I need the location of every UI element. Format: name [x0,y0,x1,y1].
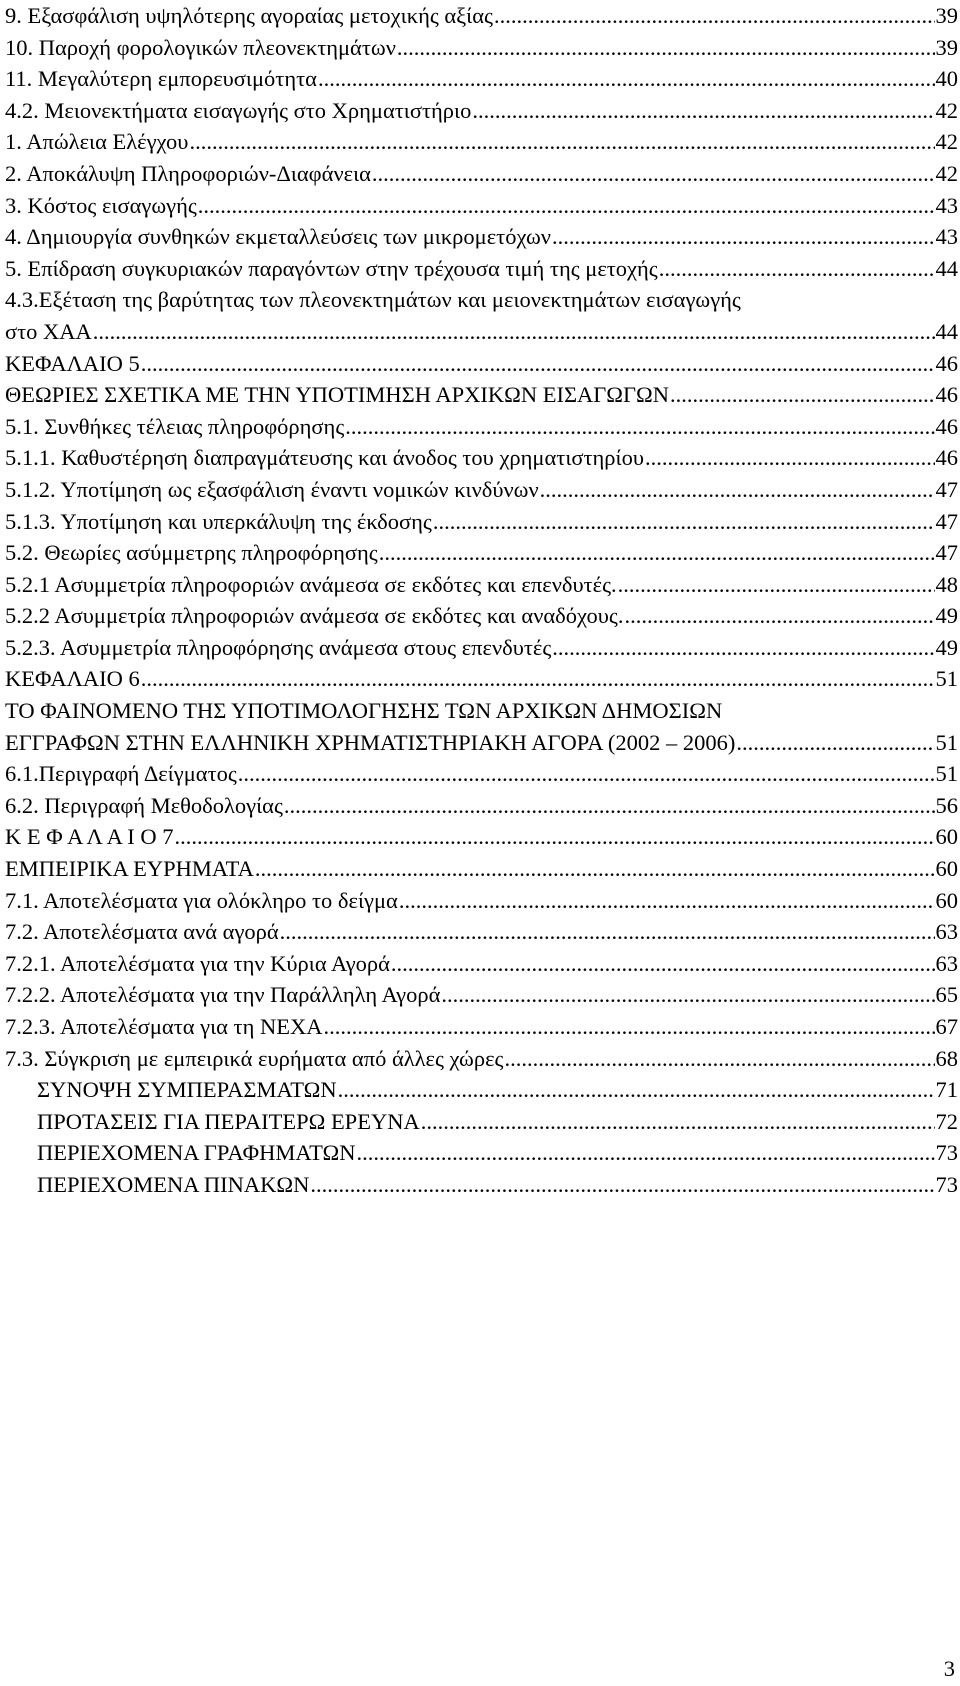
toc-entry[interactable] [5,1011,958,1043]
toc-entry-title: 7.2. Αποτελέσματα ανά αγορά [5,919,279,945]
toc-entry[interactable] [5,95,958,127]
toc-entry-page: 73 [935,1171,958,1197]
toc-entry-page: 46 [935,413,958,439]
toc-entry-title: ΕΓΓΡΑΦΩΝ ΣΤΗΝ ΕΛΛΗΝΙΚΗ ΧΡΗΜΑΤΙΣΤΗΡΙΑΚΗ ΑΓΟΡΑ (2002 – 2006) [5,729,736,755]
dot-leader [624,600,934,632]
toc-entry-page: 68 [935,1045,958,1071]
toc-entry[interactable] [5,474,958,506]
toc-entry-title: 7.2.2. Αποτελέσματα για την Παράλληλη Αγορά [5,982,441,1008]
toc-entry-title: 11. Μεγαλύτερη εμπορευσιμότητα [5,66,317,92]
toc-entry-row [5,1106,958,1138]
toc-entry-row [5,1137,958,1169]
dot-leader [504,1043,934,1075]
toc-entry[interactable] [5,221,958,253]
dot-leader [670,379,935,411]
toc-entry-row [5,253,958,285]
toc-entry-page: 56 [935,792,958,818]
toc-entry-row [5,569,958,601]
toc-entry-row [5,853,958,885]
toc-entry[interactable] [5,695,958,758]
dot-leader [372,158,935,190]
toc-entry[interactable] [5,853,958,885]
toc-entry[interactable] [5,916,958,948]
toc-entry-page: 47 [935,508,958,534]
dot-leader [141,663,935,695]
dot-leader [338,1074,935,1106]
toc-entry-page: 46 [935,445,958,471]
toc-entry-page: 51 [935,761,958,787]
toc-entry-page: 47 [935,476,958,502]
toc-entry-row [5,1043,958,1075]
dot-leader [280,916,935,948]
toc-entry-row [5,442,958,474]
toc-entry-row [5,632,958,664]
toc-entry[interactable] [5,979,958,1011]
toc-entry-page: 39 [935,3,958,28]
dot-leader [255,853,935,885]
toc-entry-row [5,411,958,443]
toc-entry-row [5,32,958,64]
toc-entry-page: 44 [935,255,958,281]
toc-entry-title: 5. Επίδραση συγκυριακών παραγόντων στην τρέχουσα τιμή της μετοχής [5,255,658,281]
toc-entry-title: Κ Ε Φ Α Λ Α Ι Ο 7 [5,824,174,850]
toc-entry-title: ΠΕΡΙΕΧΟΜΕΝΑ ΠΙΝΑΚΩΝ [37,1171,310,1197]
toc-entry-title: 5.1.3. Υποτίμηση και υπερκάλυψη της έκδοσης [5,508,432,534]
toc-entry-title: 10. Παροχή φορολογικών πλεονεκτημάτων [5,34,396,60]
toc-entry-row [5,948,958,980]
dot-leader [356,1137,934,1169]
toc-entry-page: 40 [935,66,958,92]
dot-leader [618,569,935,601]
toc-entry[interactable] [5,569,958,601]
dot-leader [284,790,935,822]
toc-entry[interactable] [5,885,958,917]
dot-leader [645,442,935,474]
toc-entry-title: 5.2.2 Ασυμμετρία πληροφοριών ανάμεσα σε εκδότες και αναδόχους. [5,603,624,629]
toc-entry[interactable] [5,284,958,347]
dot-leader [391,948,935,980]
toc-entry-row [5,474,958,506]
toc-entry-title: 5.1.2. Υποτίμηση ως εξασφάλιση έναντι νομικών κινδύνων [5,476,539,502]
dot-leader [318,63,935,95]
toc-entry-title: ΚΕΦΑΛΑΙΟ 5 [5,350,140,376]
toc-entry-title: 4. Δημιουργία συνθηκών εκμεταλλεύσεις των μικρομετόχων [5,224,551,250]
toc-entry[interactable] [5,1137,958,1169]
toc-entry-title-line: 4.3.Εξέταση της βαρύτητας των πλεονεκτημάτων και μειονεκτημάτων εισαγωγής [5,287,741,313]
toc-entry-row [5,663,958,695]
toc-entry-title: ΠΡΟΤΑΣΕΙΣ ΓΙΑ ΠΕΡΑΙΤΕΡΩ ΕΡΕΥΝΑ [37,1108,420,1134]
toc-entry[interactable] [5,537,958,569]
table-of-contents [5,0,960,1201]
toc-entry[interactable] [5,126,958,158]
toc-entry-row [5,63,958,95]
toc-entry-page: 43 [935,192,958,218]
toc-entry-title: 1. Απώλεια Ελέγχου [5,129,189,155]
toc-entry[interactable] [5,790,958,822]
toc-entry-page: 42 [935,97,958,123]
toc-entry-page: 39 [935,34,958,60]
toc-entry-title: 7.3. Σύγκριση με εμπειρικά ευρήματα από άλλες χώρες [5,1045,504,1071]
dot-leader [399,885,935,917]
toc-entry-page: 60 [935,824,958,850]
toc-entry[interactable] [5,758,958,790]
toc-entry-row [5,0,958,32]
toc-entry-title: 5.2.3. Ασυμμετρία πληροφόρησης ανάμεσα στους επενδυτές [5,634,552,660]
toc-entry[interactable] [5,348,958,380]
toc-entry-row [5,916,958,948]
toc-entry-page: 44 [935,318,958,344]
toc-entry-page: 63 [935,919,958,945]
dot-leader [189,126,934,158]
toc-entry-title: 5.2.1 Ασυμμετρία πληροφοριών ανάμεσα σε εκδότες και επενδυτές. [5,571,617,597]
toc-entry[interactable] [5,1043,958,1075]
toc-entry-row [5,790,958,822]
dot-leader [198,190,935,222]
toc-entry[interactable] [5,1169,958,1201]
toc-entry-row [5,727,958,759]
dot-leader [323,1011,934,1043]
toc-entry-title: 6.1.Περιγραφή Δείγματος [5,761,237,787]
toc-entry-title: 6.2. Περιγραφή Μεθοδολογίας [5,792,283,818]
toc-entry-title: στο ΧΑΑ [5,318,92,344]
toc-entry-title-line: ΤΟ ΦΑΙΝΟΜΕΝΟ ΤΗΣ ΥΠΟΤΙΜΟΛΟΓΗΣΗΣ ΤΩΝ ΑΡΧΙΚΩΝ ΔΗΜΟΣΙΩΝ [5,698,723,724]
toc-entry-page: 63 [935,950,958,976]
toc-entry-page: 71 [935,1077,958,1103]
toc-entry[interactable] [5,663,958,695]
toc-entry[interactable] [5,0,958,32]
toc-entry[interactable] [5,253,958,285]
toc-entry-row [5,885,958,917]
toc-entry-title: 5.1.1. Καθυστέρηση διαπραγμάτευσης και άνοδος του χρηματιστηρίου [5,445,644,471]
dot-leader [174,821,934,853]
toc-entry[interactable] [5,442,958,474]
toc-entry-page: 49 [935,634,958,660]
dot-leader [310,1169,934,1201]
toc-entry-title: ΘΕΩΡΙΕΣ ΣΧΕΤΙΚΑ ΜΕ ΤΗΝ ΥΠΟΤΙΜΗΣΗ ΑΡΧΙΚΩΝ ΕΙΣΑΓΩΓΩΝ [5,382,669,408]
toc-entry-row [5,537,958,569]
dot-leader [472,95,934,127]
toc-entry-title: 7.1. Αποτελέσματα για ολόκληρο το δείγμα [5,887,398,913]
toc-entry-row [5,95,958,127]
toc-entry-row [5,506,958,538]
toc-entry[interactable] [5,190,958,222]
toc-entry-row [5,190,958,222]
toc-entry-page: 47 [935,540,958,566]
dot-leader [736,727,934,759]
toc-entry-row [5,126,958,158]
toc-entry-row [5,1074,958,1106]
dot-leader [397,32,935,64]
toc-entry-page: 65 [935,982,958,1008]
toc-entry-title: 5.1. Συνθήκες τέλειας πληροφόρησης [5,413,345,439]
toc-entry[interactable] [5,1074,958,1106]
toc-entry-title: 7.2.1. Αποτελέσματα για την Κύρια Αγορά [5,950,390,976]
toc-entry-page: 60 [935,887,958,913]
toc-entry[interactable] [5,411,958,443]
toc-entry-row [5,379,958,411]
dot-leader [552,632,934,664]
toc-entry[interactable] [5,32,958,64]
toc-entry-title: ΠΕΡΙΕΧΟΜΕΝΑ ΓΡΑΦΗΜΑΤΩΝ [37,1140,356,1166]
toc-entry[interactable] [5,632,958,664]
toc-entry-row [5,158,958,190]
toc-entry-row [5,1011,958,1043]
dot-leader [421,1106,935,1138]
toc-entry[interactable] [5,63,958,95]
dot-leader [540,474,935,506]
toc-entry-page: 60 [935,856,958,882]
dot-leader [441,979,934,1011]
toc-entry[interactable] [5,379,958,411]
toc-entry[interactable] [5,158,958,190]
dot-leader [659,253,935,285]
toc-entry-page: 42 [935,129,958,155]
toc-entry[interactable] [5,1106,958,1138]
dot-leader [141,348,935,380]
dot-leader [93,316,935,348]
toc-entry-title: ΣΥΝΟΨΗ ΣΥΜΠΕΡΑΣΜΑΤΩΝ [37,1077,337,1103]
toc-entry-page: 51 [935,729,958,755]
toc-entry-title: 9. Εξασφάλιση υψηλότερης αγοραίας μετοχικής αξίας [5,3,493,28]
toc-entry-row [5,821,958,853]
toc-entry[interactable] [5,506,958,538]
toc-entry-title: 2. Αποκάλυψη Πληροφοριών-Διαφάνεια [5,160,371,186]
toc-entry-page: 46 [935,350,958,376]
toc-entry-row [5,600,958,632]
toc-entry-title: 4.2. Μειονεκτήματα εισαγωγής στο Χρηματιστήριο [5,97,472,123]
toc-entry-page: 43 [935,224,958,250]
toc-entry-row [5,1169,958,1201]
toc-entry-title: 5.2. Θεωρίες ασύμμετρης πληροφόρησης [5,540,378,566]
toc-entry-row [5,221,958,253]
dot-leader [494,0,935,32]
toc-entry-page: 67 [935,1014,958,1039]
toc-entry-title: ΚΕΦΑΛΑΙΟ 6 [5,666,140,692]
toc-entry-page: 72 [935,1108,958,1134]
page-number: 3 [943,1656,955,1681]
toc-entry-page: 49 [935,603,958,629]
dot-leader [433,506,935,538]
toc-entry-page: 73 [935,1140,958,1166]
toc-entry-row [5,348,958,380]
toc-entry-row [5,979,958,1011]
toc-entry-title: 3. Κόστος εισαγωγής [5,192,197,218]
dot-leader [345,411,934,443]
toc-entry-page: 51 [935,666,958,692]
toc-entry-page: 46 [935,382,958,408]
toc-entry[interactable] [5,821,958,853]
toc-entry[interactable] [5,600,958,632]
toc-entry-title: 7.2.3. Αποτελέσματα για τη ΝΕΧΑ [5,1014,323,1039]
toc-entry-row [5,316,958,348]
toc-entry-page: 42 [935,160,958,186]
toc-entry-page: 48 [935,571,958,597]
toc-entry[interactable] [5,948,958,980]
toc-entry-row [5,758,958,790]
toc-entry-title: ΕΜΠΕΙΡΙΚΑ ΕΥΡΗΜΑΤΑ [5,856,254,882]
dot-leader [379,537,935,569]
dot-leader [238,758,935,790]
dot-leader [552,221,935,253]
